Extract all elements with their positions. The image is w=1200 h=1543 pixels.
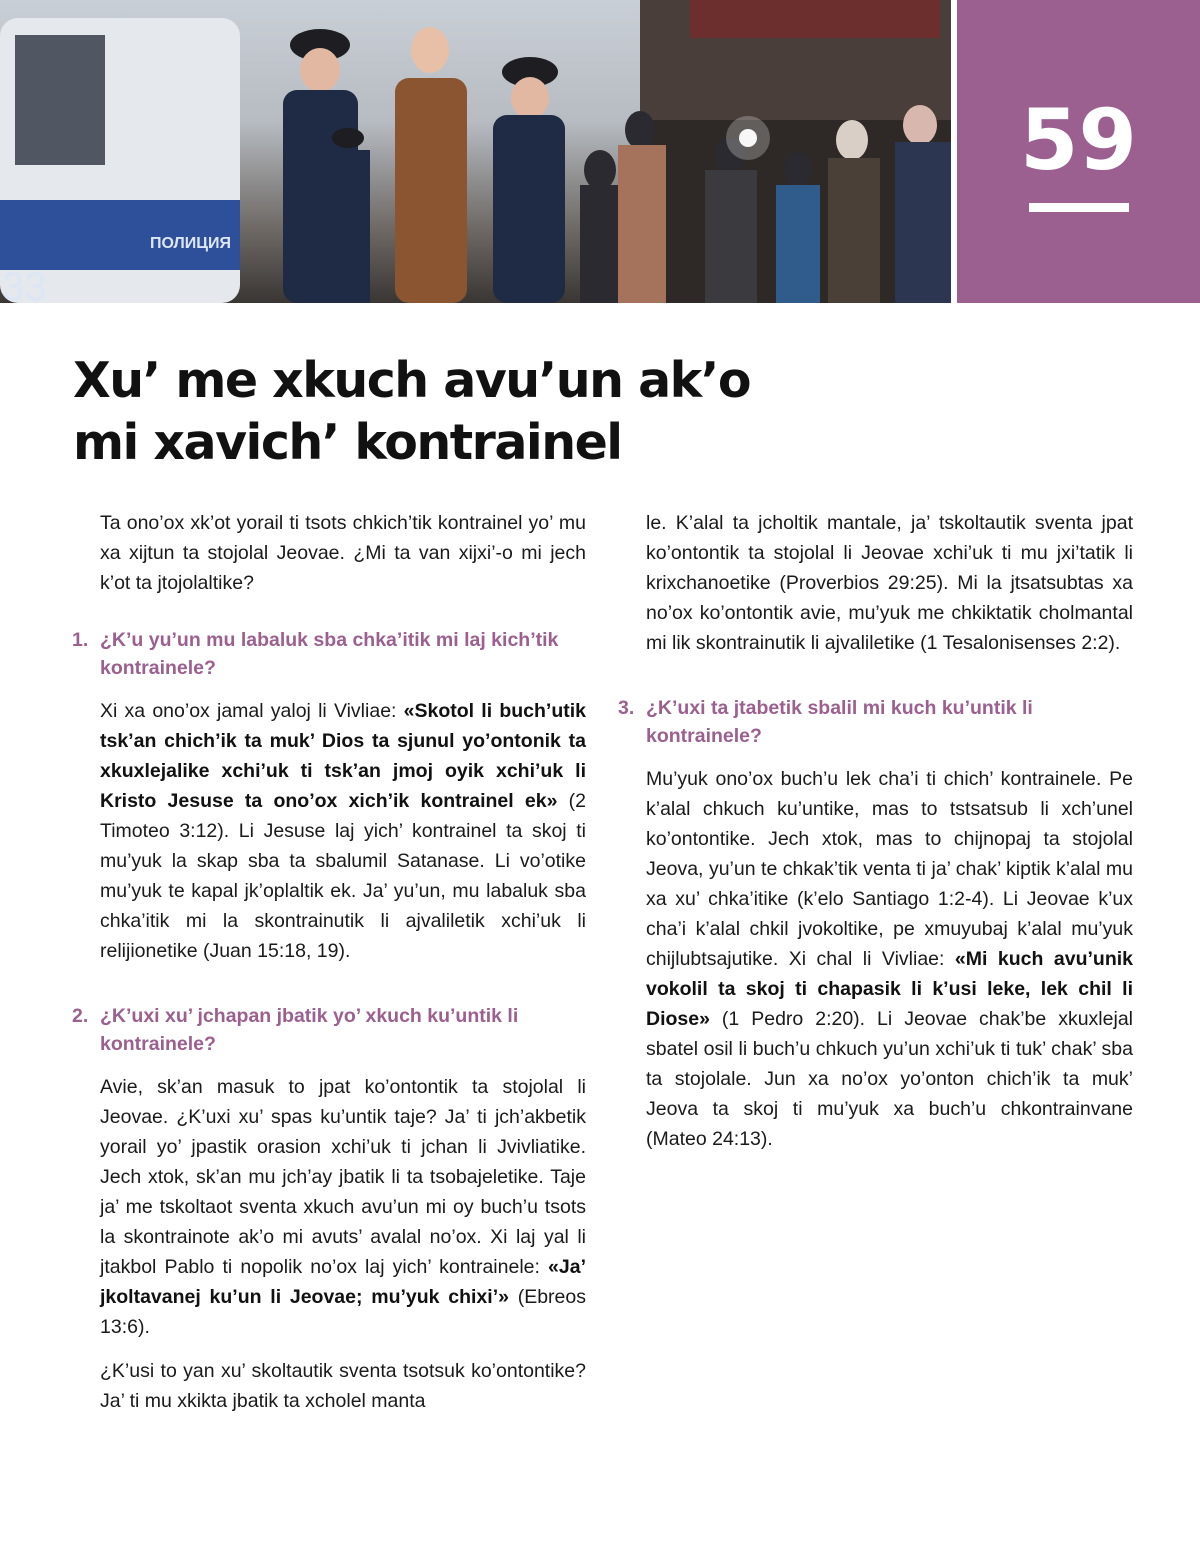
police-van — [0, 18, 240, 303]
question-3-number: 3. — [618, 697, 635, 719]
q2-text-a: Avie, sk’an masuk to jpat ko’ontontik ta stojolal li Jeovae. ¿K’uxi xu’ spas ku’untik taje? Ja’ ti jch’akbetik yorail yo’ jpastik orasion xchi’uk ti jchan li Jvivliatike. Jech xtok, sk’an mu jch’ay jbatik li ta tsobajeletike. Taje ja’ me tskoltaot sventa xkuch avu’un mi oy buch’u tsots la skontrainote ak’o mi avuts’ avalal no’ox. Xi laj yal li jtakbol Pablo ti nopolik no’ox laj yich’ kontrainele: — [100, 1076, 586, 1278]
question-3-paragraph — [646, 764, 1133, 1154]
q3-text-b: (1 Pedro 2:20). Li Jeovae chak’be xkuxlejal sbatel osil li buch’u chkuch yu’un xchi’uk ti tuk’ chak’ sba ta stojolale. Jun xa no’ox yo’onton chich’ik ta muk’ Jeova ta skoj ti mu’yuk xa buch’u chkontrainvane (Mateo 24:13). — [646, 1008, 1133, 1150]
q3-text-a: Mu’yuk ono’ox buch’u lek cha’i ti chich’ kontrainele. Pe k’alal chkuch ku’untike, mas to tstsatsub li xch’unel ko’ontontike. Jech xtok, mas to chijnopaj ta stojolal Jeova, yu’un te chkak’tik venta ti ja’ chak’ kiptik k’alal mu xa xu’ chka’itike (k’elo Santiago 1:2-4). Li Jeovae k’ux cha’i k’alal chkil jvokoltike, pe xmuyubaj k’alal mu’yuk chijlubtsajutike. Xi chal li Vivliae: — [646, 768, 1133, 970]
q2-scripture-quote: «Ja’ jkoltavanej ku’un li Jeovae; mu’yuk chixi’» — [100, 1256, 586, 1308]
q2-text-b: (Ebreos 13:6). — [100, 1286, 586, 1338]
q3-scripture-quote: «Mi kuch avu’unik vokolil ta skoj ti chapasik li k’usi leke, lek chil li Diose» — [646, 948, 1134, 1030]
question-2-paragraph-1 — [100, 1072, 586, 1342]
question-3-title: ¿K’uxi ta jtabetik sbalil mi kuch ku’untik li kontrainele? — [646, 697, 1033, 747]
question-2-title: ¿K’uxi xu’ jchapan jbatik yo’ xkuch ku’untik li kontrainele? — [100, 1005, 519, 1055]
question-2-paragraph-2-end: le. K’alal ta jcholtik mantale, ja’ tskoltautik sventa jpat ko’ontontik ta stojolal li Jeovae xchi’uk ti mu jxi’tatik li krixchanoetike (Proverbios 29:25). Mi la jtsatsubtas xa no’ox ko’ontontik avie, mu’yuk me chkiktatik cholmantal mi lik skontrainutik li ajvaliletike (1 Tesalonisenses 2:2). — [646, 512, 1133, 654]
question-1-number: 1. — [72, 629, 89, 651]
lesson-underline — [1029, 203, 1129, 212]
title-line-2: mi xavich’ kontrainel — [73, 414, 622, 471]
question-2-paragraph-2-start: ¿K’usi to yan xu’ skoltautik sventa tsotsuk ko’ontontike? Ja’ ti mu xkikta jbatik ta xcholel manta — [100, 1360, 586, 1412]
question-3-heading — [618, 694, 1133, 750]
lesson-number-box — [957, 0, 1200, 303]
hero-illustration — [0, 0, 951, 303]
lesson-number: 59 — [1020, 91, 1137, 189]
title-line-1: Xu’ me xkuch avu’un ak’o — [73, 352, 751, 409]
question-1-title: ¿K’u yu’un mu labaluk sba chka’itik mi laj kich’tik kontrainele? — [100, 629, 559, 679]
q1-text-b: (2 Timoteo 3:12). Li Jesuse laj yich’ kontrainel ta skoj ti mu’yuk la skap sba ta sbalumil Satanase. Li vo’otike mu’yuk te kapal jk’oplaltik ek. Ja’ yu’un, mu labaluk sba chka’itik mi la skontrainutik li ajvaliletik xchi’uk li relijionetike (Juan 15:18, 19). — [100, 790, 586, 962]
right-column — [618, 508, 1134, 1168]
question-2-number: 2. — [72, 1005, 89, 1027]
van-label: ПОЛИЦИЯ — [150, 235, 231, 252]
page-title — [73, 350, 873, 474]
question-1-paragraph — [100, 696, 586, 966]
intro-paragraph: Ta ono’ox xk’ot yorail ti tsots chkich’tik kontrainel yo’ mu xa xijtun ta stojolal Jeovae. ¿Mi ta van xijxi’-o mi jech k’ot ta jtojolaltike? — [100, 512, 586, 594]
hero-photo — [0, 0, 951, 303]
van-number: 33 — [2, 265, 47, 303]
q1-text-a: Xi xa ono’ox jamal yaloj li Vivliae: — [100, 700, 404, 722]
question-1-heading — [72, 626, 586, 682]
q1-scripture-quote: «Skotol li buch’utik tsk’an chich’ik ta muk’ Dios ta sjunul yo’ontonik ta xkuxlejalike xchi’uk ti tsk’an jmoj oyik xchi’uk li Kristo Jesuse ta ono’ox xich’ik kontrainel ek» — [100, 700, 586, 812]
officers — [283, 27, 565, 303]
left-column — [72, 508, 586, 1430]
question-2-heading — [72, 1002, 586, 1058]
